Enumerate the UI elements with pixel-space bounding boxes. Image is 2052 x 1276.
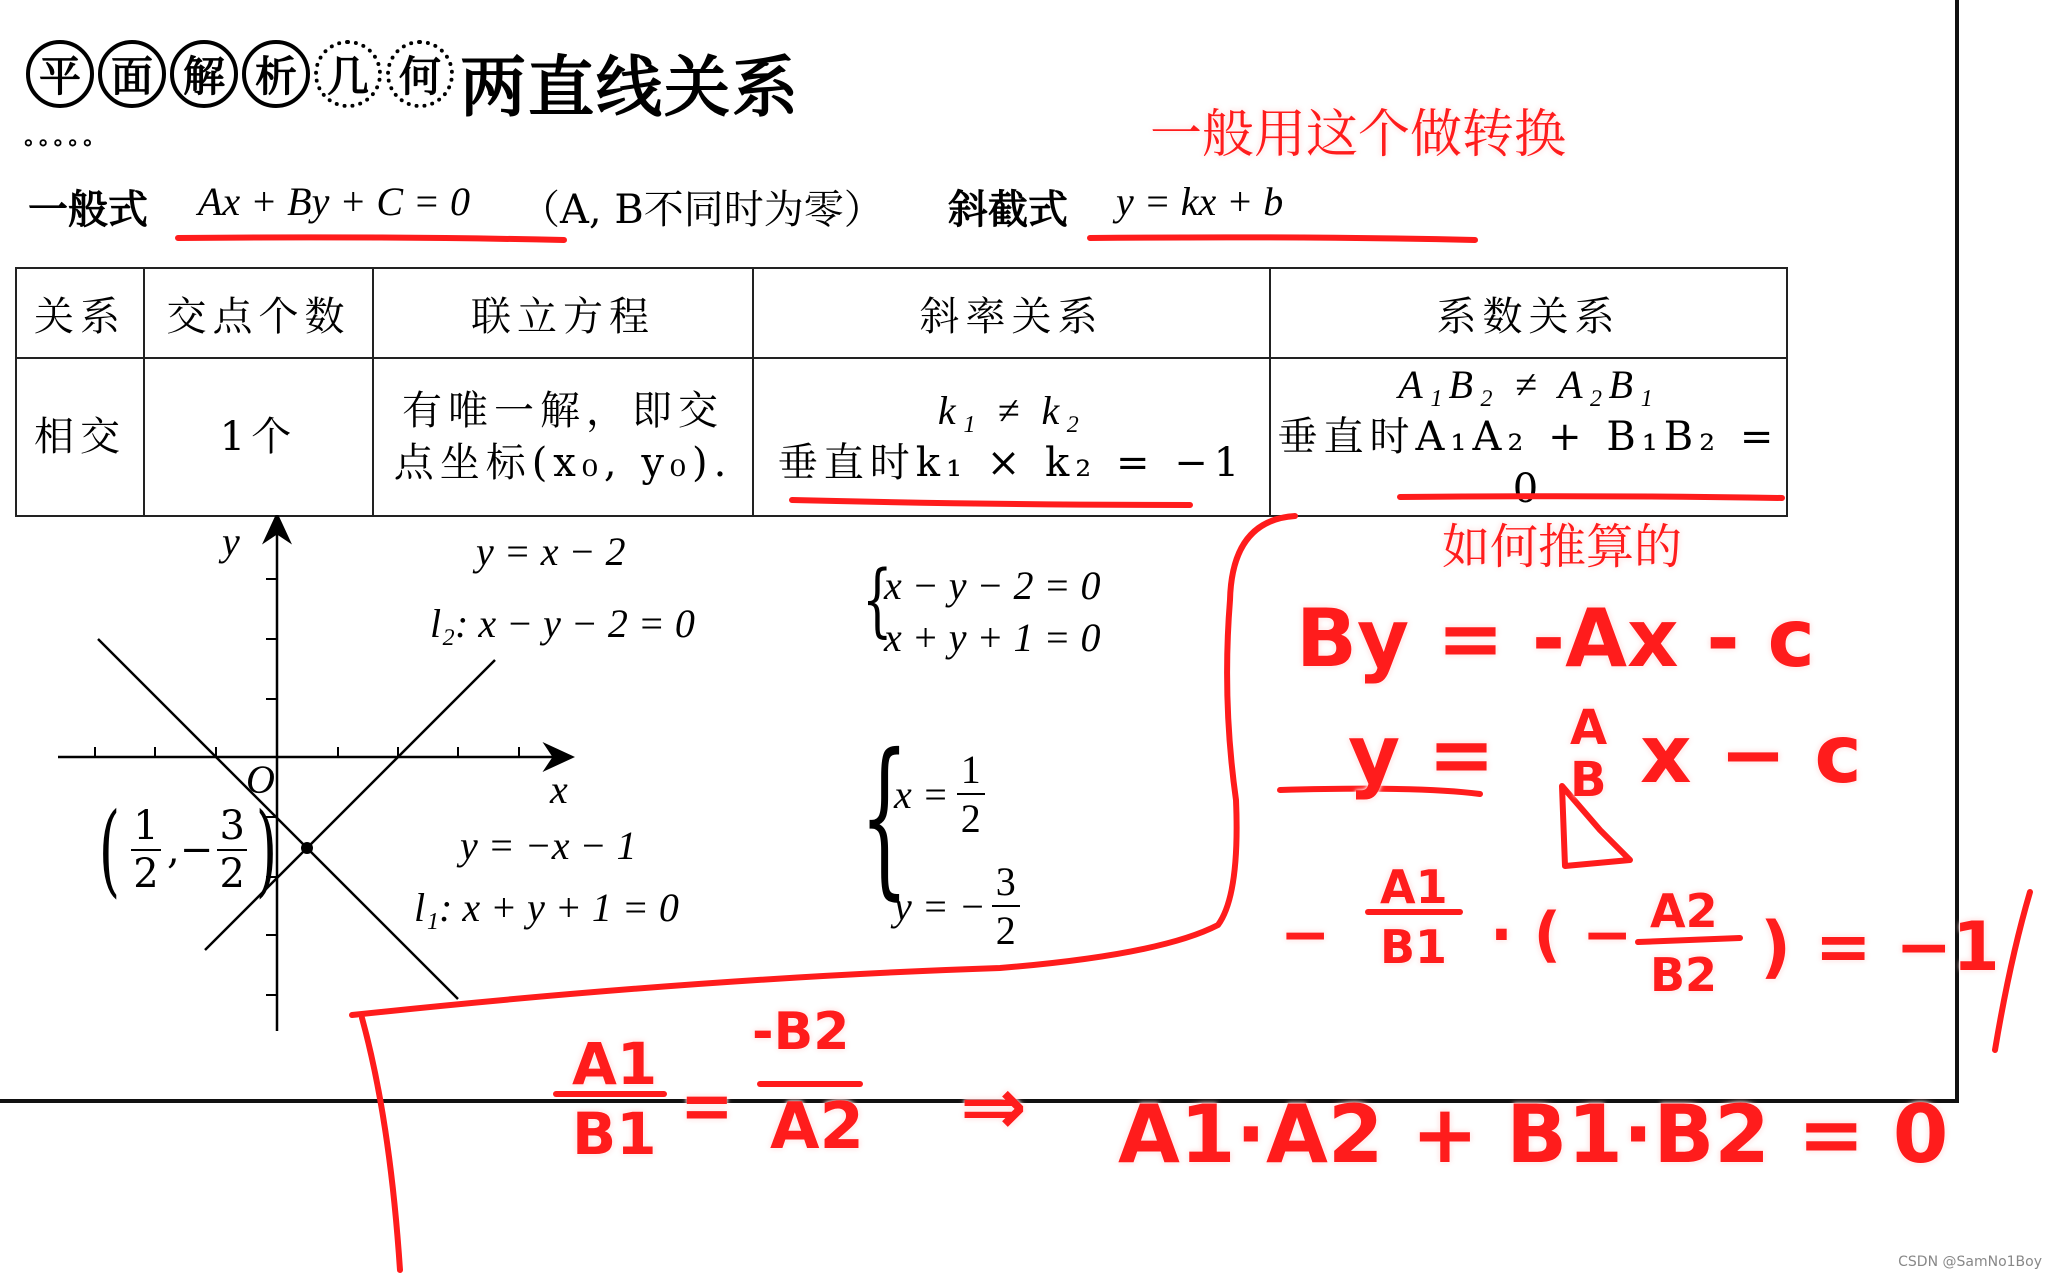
- hand-step2-lhs: y =: [1348, 708, 1496, 801]
- solution-y-den: 2: [995, 908, 1016, 953]
- underline-slope-form: [1090, 237, 1475, 240]
- title-badge: 面: [98, 40, 166, 108]
- brace-solution: {: [860, 718, 909, 916]
- cell-slope-line2: 垂直时k₁ × k₂ = −1: [777, 440, 1246, 486]
- frac-y-num: 3: [219, 803, 245, 849]
- solution-y-lhs: y = −: [894, 883, 986, 929]
- watermark: CSDN @SamNo1Boy: [1898, 1254, 2042, 1270]
- hand-final: A1·A2 + B1·B2 = 0: [1118, 1088, 1949, 1181]
- system-eq2: x + y + 1 = 0: [884, 615, 1101, 660]
- frac-x-den: 2: [133, 851, 159, 897]
- frac-y-den: 2: [219, 851, 245, 897]
- cell-relation: 相交: [16, 358, 144, 516]
- line2-slope-eq: y = x − 2: [476, 529, 626, 574]
- title-badge: 何: [386, 40, 454, 108]
- system-eq1: x − y − 2 = 0: [884, 563, 1101, 608]
- title-badge: 解: [170, 40, 238, 108]
- slash-stroke: [1995, 892, 2030, 1050]
- table-header: 联立方程: [373, 268, 753, 358]
- hand-bottom-a2: A2: [770, 1090, 865, 1164]
- hand-step3-minus: −: [1280, 900, 1331, 970]
- line1-general-eq: l₁: x + y + 1 = 0: [414, 885, 679, 930]
- table-header: 系数关系: [1270, 268, 1787, 358]
- solution-y-num: 3: [995, 859, 1016, 904]
- hand-step2-den: B: [1570, 752, 1607, 808]
- hand-step3-end: ) = −1: [1760, 908, 2000, 987]
- title-badge: 析: [242, 40, 310, 108]
- vertical-stroke: [362, 1018, 400, 1270]
- underline-general-form: [178, 237, 564, 240]
- underline-slope-relation: [792, 500, 1190, 505]
- frac-x-num: 1: [133, 803, 159, 849]
- bracket-stroke: [352, 516, 1295, 1015]
- cell-slope-line1: k₁ ≠ k₂: [937, 388, 1086, 433]
- table-header: 交点个数: [144, 268, 373, 358]
- frac-bar-a2b2: [1638, 938, 1740, 942]
- cell-system-line1: 有唯一解，即交: [402, 388, 724, 434]
- paren-open: (: [98, 791, 121, 908]
- y-axis-label: y: [222, 519, 240, 564]
- title-badge: 几: [314, 40, 382, 108]
- hand-bottom-b1: B1: [572, 1100, 657, 1168]
- solution-x-lhs: x =: [894, 771, 949, 817]
- line2-general-eq: l₂: x − y − 2 = 0: [430, 601, 695, 646]
- hand-step2-num: A: [1570, 700, 1608, 756]
- hand-frac-a2: A2: [1650, 884, 1718, 938]
- hand-bottom-neg-b2: -B2: [752, 1002, 850, 1062]
- general-form-label: 一般式: [28, 187, 148, 233]
- derive-note: 如何推算的: [1442, 519, 1683, 575]
- solution-x-num: 1: [960, 747, 981, 792]
- slope-form-equation: y = kx + b: [1116, 179, 1284, 224]
- table-header: 斜率关系: [753, 268, 1270, 358]
- general-form-condition: （A, B不同时为零）: [520, 187, 884, 233]
- hand-bottom-equals: =: [680, 1070, 734, 1144]
- solution-x-den: 2: [960, 796, 981, 841]
- brace-system: {: [862, 553, 893, 646]
- hand-frac-b2: B2: [1650, 948, 1718, 1002]
- hand-step3: · ( −: [1490, 900, 1633, 970]
- underline-coef-relation: [1400, 496, 1782, 498]
- cell-coef-line2: 垂直时A₁A₂ + B₁B₂ = 0: [1277, 414, 1780, 512]
- title-badge: 平: [26, 40, 94, 108]
- hand-frac-a1: A1: [1380, 860, 1448, 914]
- slope-form-label: 斜截式: [948, 187, 1068, 233]
- decorative-dots: ∘∘∘∘∘: [22, 128, 96, 158]
- hand-arrow: ⇒: [960, 1060, 1028, 1153]
- line1-slope-eq: y = −x − 1: [460, 823, 637, 868]
- hand-frac-b1: B1: [1380, 920, 1448, 974]
- general-form-equation: Ax + By + C = 0: [198, 179, 471, 224]
- hand-step1: By = -Ax - c: [1296, 592, 1815, 685]
- origin-label: O: [246, 757, 275, 802]
- cell-system-line2: 点坐标(x₀, y₀).: [393, 440, 733, 486]
- paren-close: ): [256, 791, 278, 908]
- cell-count: 1个: [144, 358, 373, 516]
- table-header: 关系: [16, 268, 144, 358]
- hand-step2-rest: x − c: [1640, 708, 1862, 801]
- cell-coef-line1: A₁B₂ ≠ A₂B₁: [1398, 362, 1659, 407]
- comma-minus: ,−: [167, 827, 214, 873]
- hand-bottom-a1: A1: [572, 1030, 658, 1098]
- convert-note: 一般用这个做转换: [1150, 105, 1567, 165]
- x-axis-label: x: [550, 767, 568, 812]
- page-title: 两直线关系: [460, 49, 800, 126]
